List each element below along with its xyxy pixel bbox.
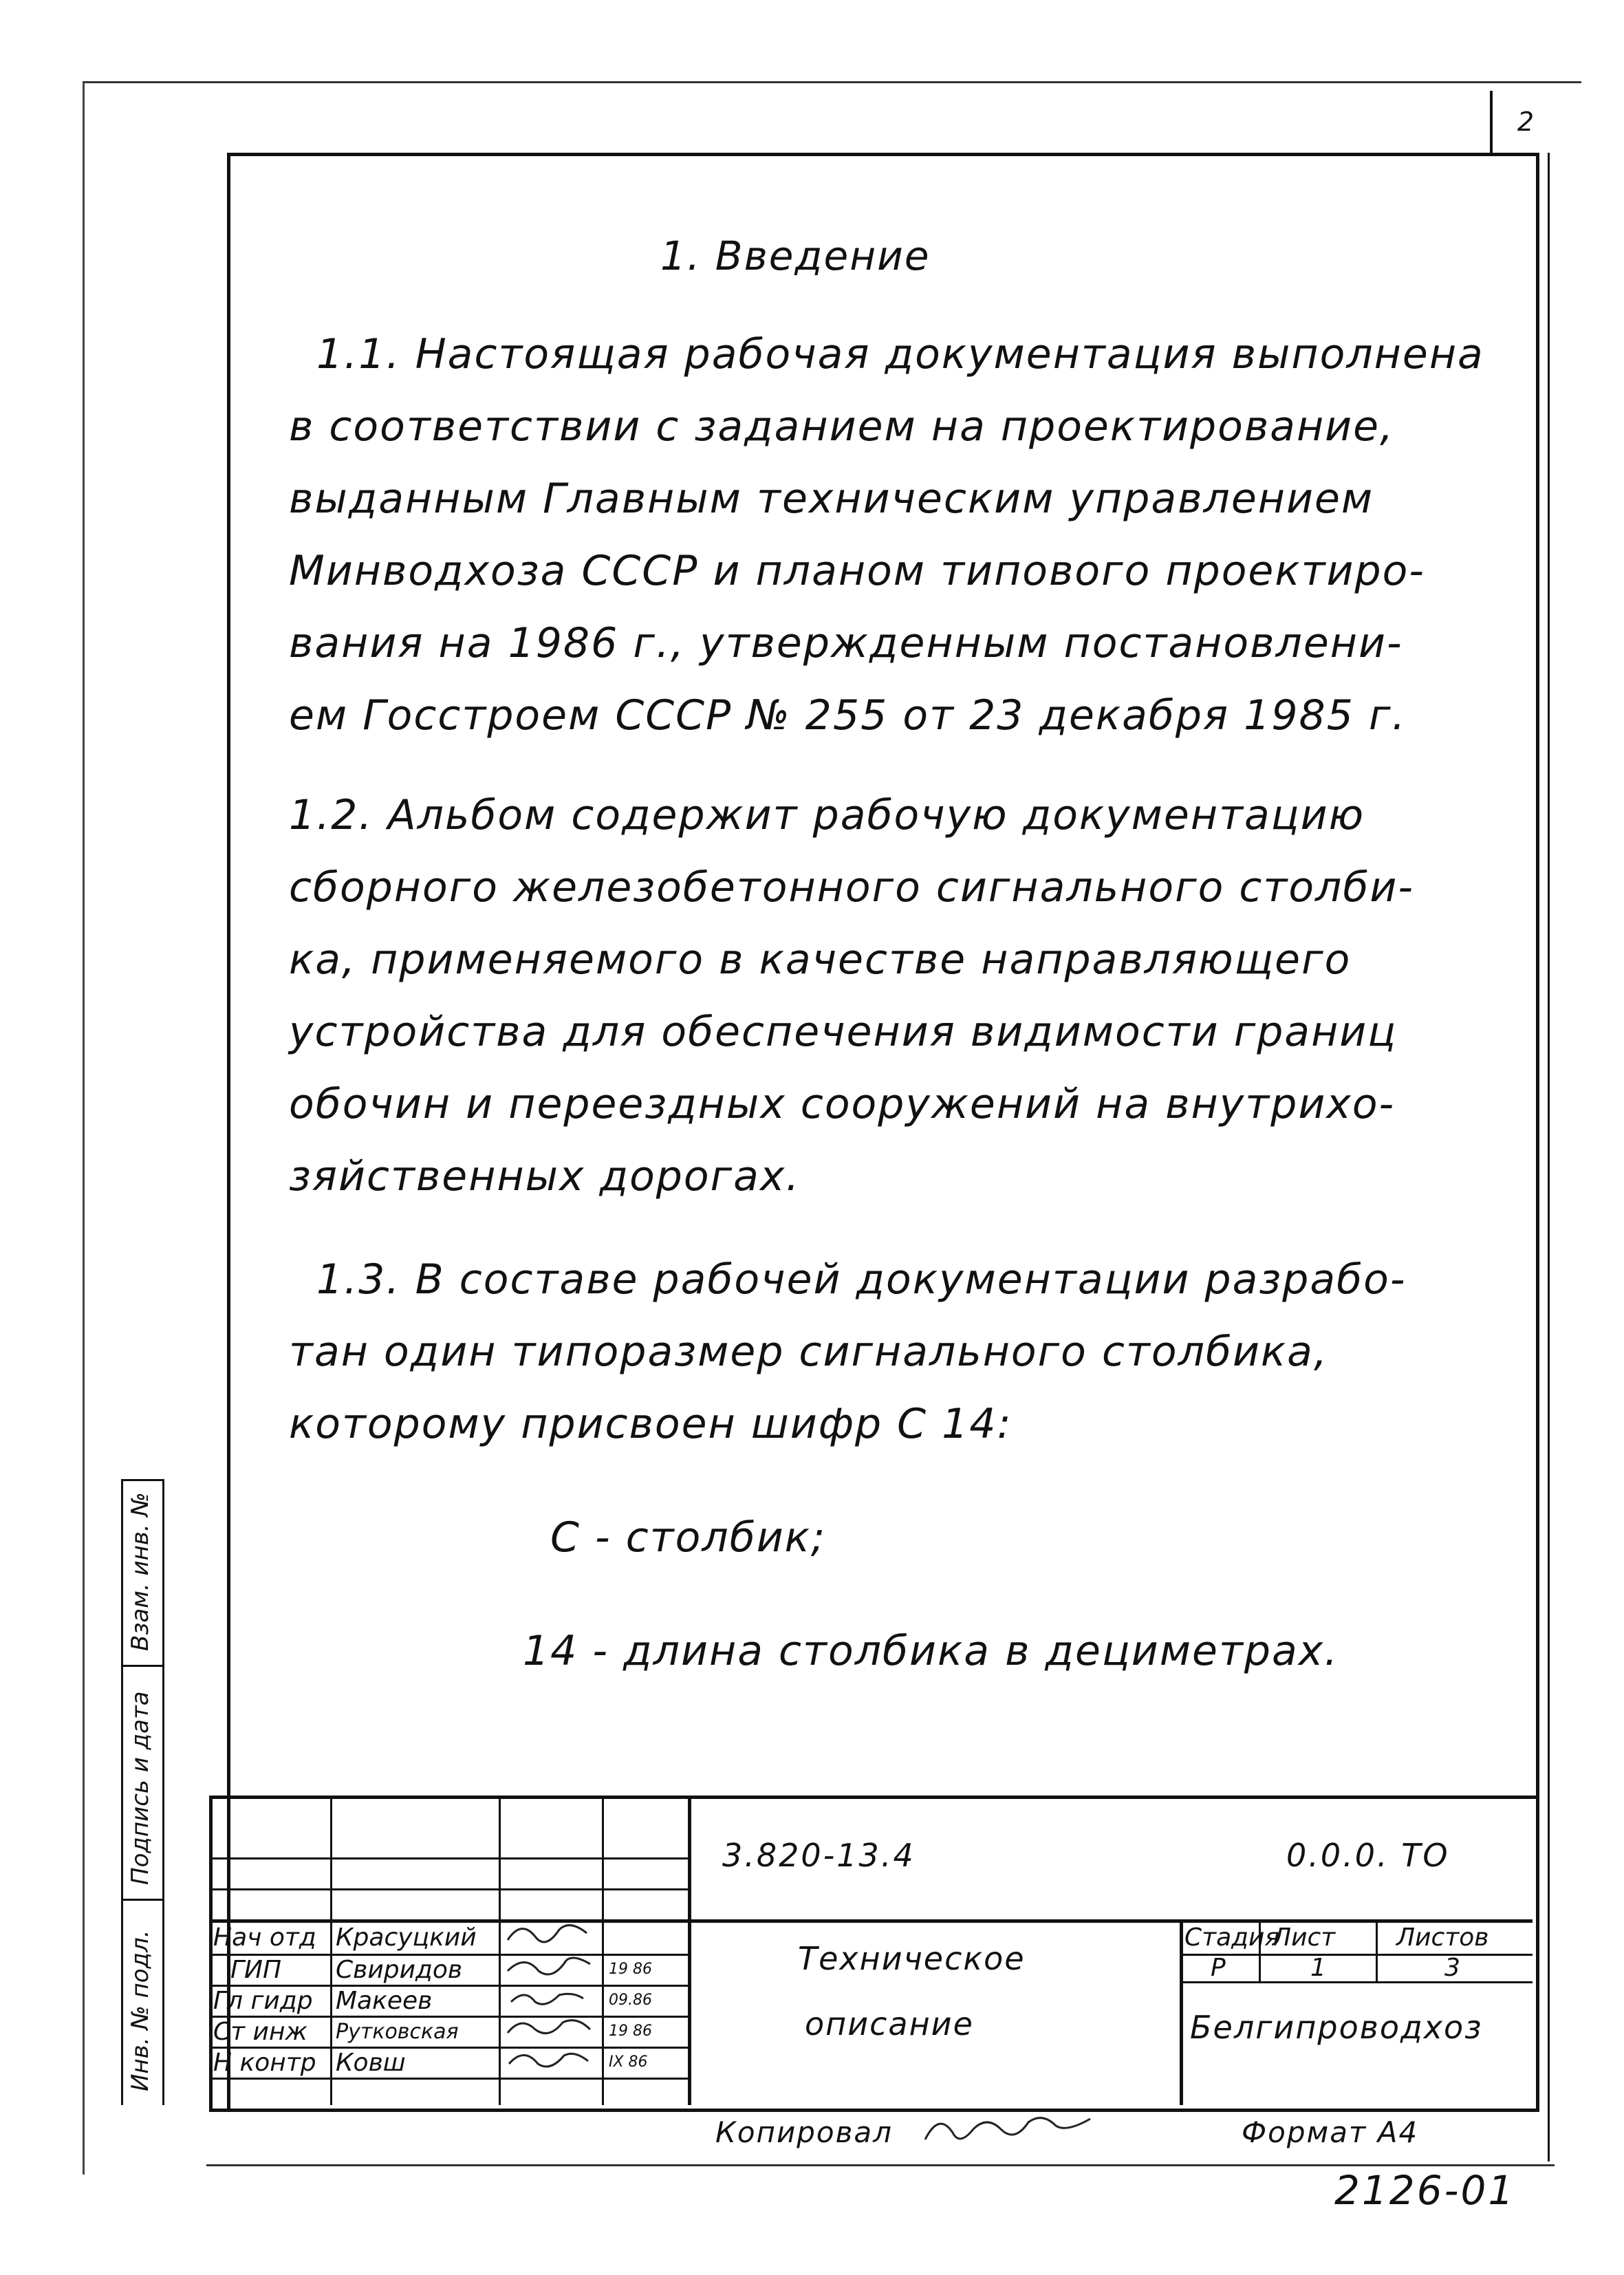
- sidebar-line: [121, 1899, 162, 1901]
- paragraph-line: 1.3. В составе рабочей документации разрабо-: [316, 1255, 1407, 1304]
- paragraph-line: 1.2. Альбом содержит рабочую документацию: [289, 791, 1365, 839]
- list-item: 14 - длина столбика в дециметрах.: [523, 1627, 1339, 1675]
- sign-date: 09.86: [609, 1992, 652, 2009]
- tb-line: [209, 1888, 691, 1890]
- signatures-graphic: [501, 1919, 601, 2084]
- sheet-number: 2: [1490, 91, 1559, 153]
- document-title: Техническое: [798, 1940, 1026, 1977]
- sign-date: 19 86: [609, 1961, 652, 1978]
- frame-right-edge: [1548, 153, 1550, 2161]
- signer-name: Свиридов: [336, 1956, 463, 1984]
- copied-label: Копировал: [715, 2115, 893, 2149]
- format-label: Формат А4: [1242, 2115, 1419, 2149]
- tb-line: [209, 2078, 691, 2080]
- tb-vline: [330, 1796, 332, 2105]
- tb-vline: [688, 1796, 691, 2105]
- sheet-value: 1: [1310, 1954, 1326, 1982]
- copyist-signature-graphic: [922, 2112, 1101, 2153]
- paragraph-line: вания на 1986 г., утвержденным постановлени-: [289, 619, 1403, 667]
- tb-line: [1180, 1954, 1533, 1956]
- sidebar-line: [121, 1479, 123, 2105]
- paragraph-line: ка, применяемого в качестве направляющего: [289, 936, 1352, 984]
- document-code: 3.820-13.4: [722, 1837, 916, 1874]
- sign-date: 19 86: [609, 2023, 652, 2040]
- frame-bottom-edge: [206, 2164, 1555, 2166]
- sidebar-line: [121, 1665, 162, 1667]
- paragraph-line: Минводхоза СССР и планом типового проектиро-: [289, 547, 1425, 595]
- role-label: Ст инж: [213, 2018, 307, 2046]
- signer-name: Красуцкий: [336, 1923, 477, 1952]
- sheet-header: Лист: [1273, 1923, 1336, 1952]
- paragraph-line: сборного железобетонного сигнального столби-: [289, 863, 1415, 912]
- sidebar-label: Подпись и дата: [127, 1691, 154, 1885]
- paragraph-line: 1.1. Настоящая рабочая документация выполнена: [316, 330, 1484, 378]
- tb-vline: [602, 1796, 604, 2105]
- signer-name: Рутковская: [336, 2020, 459, 2044]
- section-heading: 1. Введение: [660, 233, 931, 279]
- paragraph-line: выданным Главным техническим управлением: [289, 475, 1374, 523]
- paragraph-line: в соответствии с заданием на проектирование,: [289, 402, 1395, 451]
- document-title: описание: [805, 2005, 974, 2042]
- paragraph-line: которому присвоен шифр С 14:: [289, 1400, 1013, 1448]
- tb-line: [209, 1919, 1533, 1923]
- sign-date: IX 86: [609, 2053, 648, 2071]
- sheets-value: 3: [1444, 1954, 1460, 1982]
- stage-header: Стадия: [1184, 1923, 1280, 1952]
- paragraph-line: обочин и переездных сооружений на внутрихо-: [289, 1080, 1396, 1128]
- document-designation: 0.0.0. ТО: [1286, 1837, 1450, 1874]
- role-label: ГИП: [230, 1956, 282, 1984]
- tb-line: [209, 1857, 691, 1859]
- paragraph-line: тан один типоразмер сигнального столбика,: [289, 1328, 1329, 1376]
- sheets-header: Листов: [1396, 1923, 1489, 1952]
- role-label: Н контр: [213, 2049, 316, 2077]
- role-label: Гл гидр: [213, 1987, 313, 2015]
- stage-value: Р: [1211, 1954, 1226, 1982]
- role-label: Нач отд: [213, 1923, 316, 1952]
- list-item: С - столбик;: [550, 1513, 827, 1562]
- paragraph-line: ем Госстроем СССР № 255 от 23 декабря 1985 г.: [289, 691, 1407, 740]
- tb-line: [1180, 1981, 1533, 1983]
- sidebar-line: [162, 1479, 164, 2105]
- paragraph-line: устройства для обеспечения видимости границ: [289, 1008, 1398, 1056]
- archive-number: 2126-01: [1334, 2167, 1516, 2214]
- signer-name: Макеев: [336, 1987, 433, 2015]
- sidebar-label: Взам. инв. №: [127, 1492, 154, 1651]
- tb-vline: [1180, 1919, 1183, 2105]
- tb-vline: [1376, 1919, 1378, 1981]
- paragraph-line: зяйственных дорогах.: [289, 1152, 801, 1200]
- organization-name: Белгипроводхоз: [1190, 2009, 1483, 2046]
- sidebar-line: [121, 1479, 162, 1481]
- signer-name: Ковш: [336, 2049, 406, 2077]
- sidebar-label: Инв. № подл.: [127, 1930, 154, 2091]
